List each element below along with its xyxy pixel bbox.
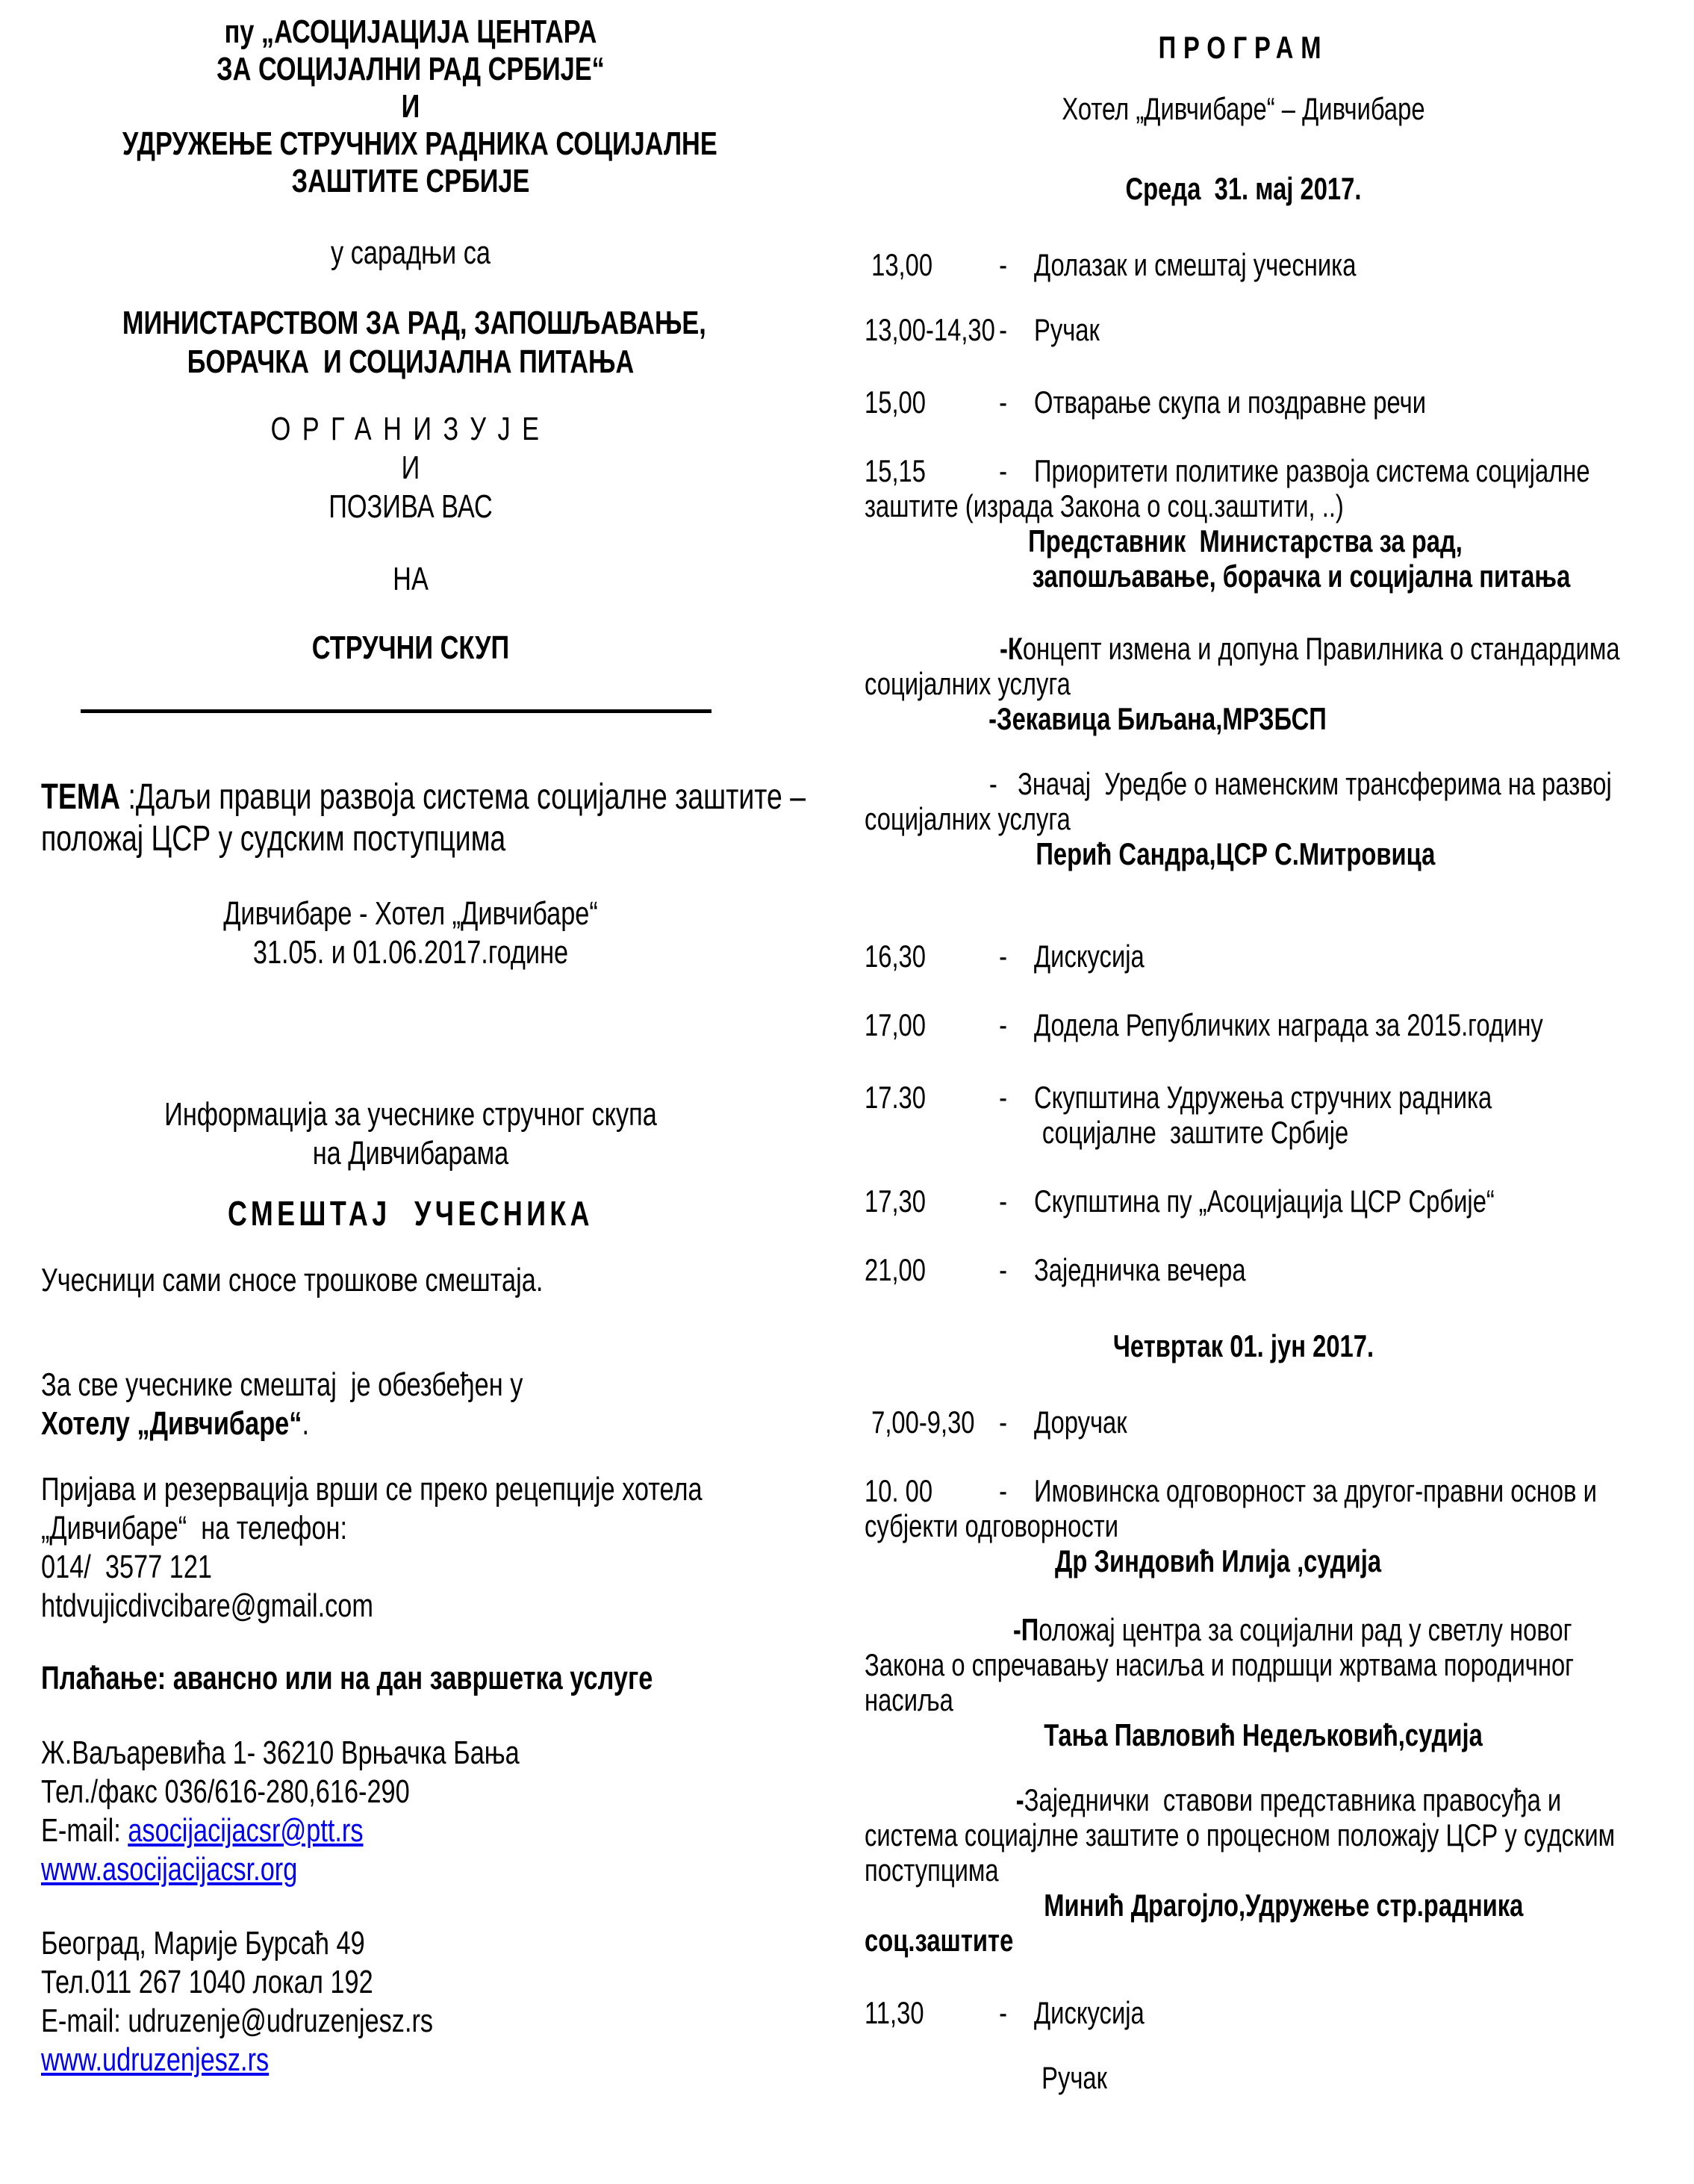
speaker-line: Минић Драгојло,Удружење стр.радника	[1044, 1888, 1524, 1923]
theme-line-1	[41, 777, 806, 818]
schedule-text: Дискусија	[1033, 939, 1145, 974]
agenda-wrap-line: насиља	[865, 1682, 953, 1717]
event-title: СТРУЧНИ СКУП	[311, 629, 510, 666]
schedule-row	[865, 385, 1456, 420]
agenda-item	[865, 1782, 1562, 1817]
address-2-web-line	[41, 2041, 617, 2079]
agenda-wrap-line: социјалних услуга	[865, 666, 1071, 701]
schedule-time: 11,30	[865, 1995, 924, 2030]
address-2-phone: Тел.011 267 1040 локал 192	[41, 1964, 373, 2000]
address-2-email-line: E-mail: udruzenje@udruzenjesz.rs	[41, 2003, 434, 2039]
org-line-5: ЗАШТИТЕ СРБИЈЕ	[291, 163, 530, 199]
schedule-text: Скупштина пу „Асоцијација ЦСР Србије“	[1033, 1183, 1495, 1219]
hotel-phone: 014/ 3577 121	[41, 1549, 213, 1585]
left-column	[41, 0, 806, 2079]
schedule-time: 7,00-9,30	[865, 1404, 975, 1440]
schedule-row	[865, 1995, 1456, 2030]
info-line-2: на Дивчибарама	[312, 1135, 509, 1172]
schedule-row	[865, 939, 1456, 974]
schedule-dash: -	[999, 1404, 1008, 1440]
org-line-2: ЗА СОЦИЈАЛНИ РАД СРБИЈЕ“	[217, 51, 605, 87]
org-line-3: И	[401, 88, 420, 125]
schedule-text: Скупштина Удружења стручних радника	[1033, 1080, 1492, 1115]
schedule-text: Дискусија	[1033, 1995, 1145, 2030]
speaker-line: Тања Павловић Недељковић,судија	[1044, 1717, 1483, 1752]
venue-line-2: 31.05. и 01.06.2017.године	[252, 934, 569, 971]
invites-line: ПОЗИВА ВАС	[328, 488, 493, 525]
association-website-link[interactable]: www.asocijacijacsr.org	[41, 1851, 298, 1888]
schedule-time: 17.30	[865, 1080, 926, 1115]
schedule-wrap-line: социјалне заштите Србије	[1041, 1115, 1349, 1150]
theme-text: :Даљи правци развоја система социјалне заштите –	[120, 777, 806, 817]
ministry-line-1: МИНИСТАРСТВОМ ЗА РАД, ЗАПОШЉАВАЊЕ,	[122, 305, 706, 341]
schedule-row	[865, 1473, 1597, 1508]
address-1-web-line	[41, 1850, 617, 1889]
schedule-wrap-line: субјекти одговорности	[865, 1508, 1119, 1543]
theme-line-2: положај ЦСР у судским поступцима	[41, 819, 506, 859]
and-line: И	[401, 449, 420, 486]
schedule-row	[865, 1404, 1456, 1440]
schedule-row	[865, 247, 1456, 282]
horizontal-rule	[81, 709, 711, 713]
lodging-note: Учесници сами сносе трошкове смештаја.	[41, 1262, 544, 1298]
schedule-time: 10. 00	[865, 1473, 933, 1508]
schedule-text: Долазак и смештај учесника	[1033, 247, 1357, 282]
schedule-time: 17,00	[865, 1007, 926, 1042]
agenda-wrap-line: система социајлне заштите о процесном положају ЦСР у судским	[865, 1817, 1616, 1852]
association-email-link[interactable]: asocijacijacsr@ptt.rs	[128, 1812, 364, 1849]
agenda-item-text: онцепт измена и допуна Правилника о стандардима	[1022, 631, 1620, 666]
schedule-dash: -	[999, 312, 1008, 347]
schedule-time: 16,30	[865, 939, 926, 974]
org-line-1: пу „АСОЦИЈАЦИЈА ЦЕНТАРА	[224, 13, 597, 50]
reservation-line-1: Пријава и резервација врши се преко рецепције хотела	[41, 1471, 703, 1508]
speaker-line: запошљавање, борачка и социјална питања	[1032, 559, 1571, 594]
provided-line-1: За све учеснике смештај је обезбеђен у	[41, 1366, 523, 1403]
hotel-name-bold: Хотелу „Дивчибаре“	[41, 1405, 302, 1442]
schedule-row	[865, 1183, 1495, 1219]
agenda-item-prefix: -	[1015, 1782, 1024, 1817]
agenda-wrap-line: поступцима	[865, 1852, 999, 1888]
schedule-dash: -	[999, 453, 1008, 488]
schedule-text: Додела Републичких награда за 2015.годину	[1033, 1007, 1543, 1042]
schedule-row	[865, 312, 1456, 347]
hotel-name-period: .	[302, 1405, 309, 1442]
speaker-line: Представник Министарства за рад,	[1028, 523, 1463, 559]
agenda-item	[865, 631, 1620, 666]
agenda-wrap-line: Закона о спречавању насиља и подршци жртвама породичног	[865, 1647, 1575, 1682]
agenda-item-prefix: -К	[999, 631, 1023, 666]
ministry-line-2: БОРАЧКА И СОЦИЈАЛНА ПИТАЊА	[187, 343, 635, 380]
agenda-item: - Значај Уредбе о наменским трансферима на развој	[988, 766, 1612, 801]
schedule-time: 13,00	[865, 247, 933, 282]
right-column	[865, 0, 1622, 2095]
speaker-line: Др Зиндовић Илија ,судија	[1055, 1543, 1382, 1578]
schedule-text: Заједничка вечера	[1033, 1252, 1246, 1287]
organizes-line: ОРГАНИЗУЈЕ	[270, 411, 551, 447]
schedule-time: 15,15	[865, 453, 926, 488]
reservation-line-2: „Дивчибаре“ на телефон:	[41, 1510, 347, 1546]
agenda-item-prefix: -П	[1012, 1612, 1039, 1647]
agenda-item-text: Заједнички ставови представника правосуђа и	[1024, 1782, 1562, 1817]
program-title: ПРОГРАМ	[1158, 30, 1329, 65]
schedule-row	[865, 1252, 1456, 1287]
cooperation-line: у сарадњи са	[331, 234, 491, 271]
program-venue: Хотел „Дивчибаре“ – Дивчибаре	[1062, 91, 1425, 126]
schedule-row	[865, 453, 1590, 488]
schedule-dash: -	[999, 1183, 1008, 1219]
address-2: Београд, Марије Бурсаћ 49	[41, 1925, 365, 1961]
address-1-phone: Тел./факс 036/616-280,616-290	[41, 1773, 410, 1810]
venue-line-1: Дивчибаре - Хотел „Дивчибаре“	[223, 895, 598, 932]
provided-line-2	[41, 1404, 617, 1443]
schedule-row	[865, 1007, 1543, 1042]
schedule-wrap-line: заштите (израда Закона о соц.заштити, ..)	[865, 488, 1344, 523]
schedule-text: Доручак	[1033, 1404, 1127, 1440]
schedule-row	[865, 1080, 1492, 1115]
schedule-dash: -	[999, 1252, 1008, 1287]
schedule-dash: -	[999, 1080, 1008, 1115]
speaker-line: -Зекавица Биљана,МРЗБСП	[988, 701, 1327, 736]
org-line-4: УДРУЖЕЊЕ СТРУЧНИХ РАДНИКА СОЦИЈАЛНЕ	[122, 125, 717, 162]
hotel-email: htdvujicdivcibare@gmail.com	[41, 1587, 373, 1624]
schedule-dash: -	[999, 1007, 1008, 1042]
day-1-heading: Среда 31. мај 2017.	[1125, 171, 1362, 206]
schedule-dash: -	[999, 247, 1008, 282]
schedule-time: 17,30	[865, 1183, 926, 1219]
theme-label: ТЕМА	[41, 777, 121, 817]
day-2-heading: Четвртак 01. јун 2017.	[1112, 1328, 1374, 1363]
speaker-line: соц.заштите	[865, 1923, 1014, 1958]
agenda-item	[865, 1612, 1572, 1647]
schedule-text: Отварање скупа и поздравне речи	[1033, 385, 1427, 420]
address-1-email-line	[41, 1811, 617, 1850]
agenda-item-text: оложај центра за социјални рад у светлу новог	[1038, 1612, 1572, 1647]
schedule-text: Приоритети политике развоја система социјалне	[1033, 453, 1590, 488]
schedule-dash: -	[999, 1473, 1008, 1508]
payment-line: Плаћање: авансно или на дан завршетка услуге	[41, 1660, 653, 1696]
address-1: Ж.Ваљаревића 1- 36210 Врњачка Бања	[41, 1735, 520, 1771]
lodging-title: СМЕШТАЈ УЧЕСНИКА	[228, 1194, 594, 1233]
union-website-link[interactable]: www.udruzenjesz.rs	[41, 2041, 270, 2078]
lunch-line: Ручак	[1041, 2060, 1107, 2095]
na-line: НА	[393, 561, 429, 597]
schedule-time: 13,00-14,30	[865, 312, 995, 347]
schedule-time: 21,00	[865, 1252, 926, 1287]
schedule-dash: -	[999, 939, 1008, 974]
speaker-line: Перић Сандра,ЦСР С.Митровица	[1036, 836, 1436, 871]
schedule-dash: -	[999, 385, 1008, 420]
schedule-text: Имовинска одговорност за другог-правни основ и	[1033, 1473, 1597, 1508]
schedule-time: 15,00	[865, 385, 926, 420]
email-label: E-mail:	[41, 1812, 128, 1849]
schedule-dash: -	[999, 1995, 1008, 2030]
agenda-wrap-line: социјалних услуга	[865, 801, 1071, 836]
info-line-1: Информација за учеснике стручног скупа	[164, 1096, 657, 1133]
schedule-text: Ручак	[1033, 312, 1100, 347]
